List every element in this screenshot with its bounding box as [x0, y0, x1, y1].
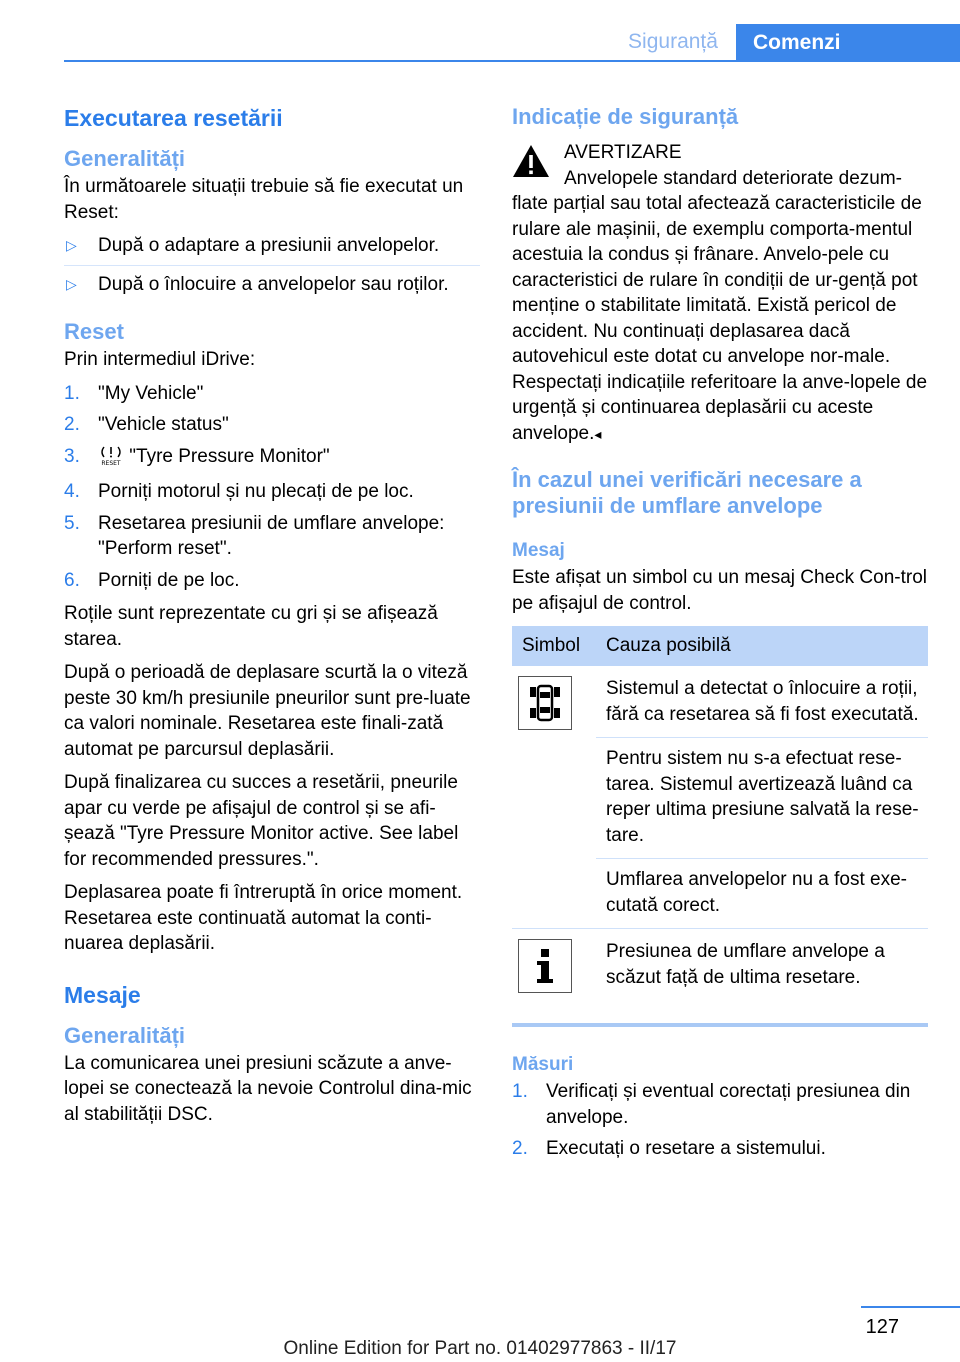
measures-list: [512, 1079, 928, 1162]
cause-cell: Umflarea anvelopelor nu a fost exe-cutată corect.: [596, 859, 928, 929]
col-header-cause: Cauza posibilă: [596, 626, 928, 666]
list-item: ▷ După o înlocuire a anvelopelor sau roților.: [64, 272, 480, 304]
paragraph: După finalizarea cu succes a resetării, pneurile apar cu verde pe afișajul de control și se afi-șează "Tyre Pressure Monitor active. See label for recommended pressures.".: [64, 772, 459, 870]
step-item: 2. "Vehicle status": [64, 414, 229, 435]
paragraph: Roțile sunt reprezentate cu gri și se afișează starea.: [64, 603, 438, 650]
edition-text: Online Edition for Part no. 01402977863 - II/17: [283, 1338, 677, 1359]
col-header-symbol: Simbol: [512, 626, 596, 666]
measures-heading: Măsuri: [512, 1054, 574, 1075]
paragraph: Deplasarea poate fi întreruptă în orice moment. Resetarea este continuată automat la conti-nuarea deplasării.: [64, 882, 463, 954]
reset-intro: Prin intermediul iDrive:: [64, 349, 256, 370]
step-item: 4. Porniți motorul și nu plecați de pe loc.: [64, 481, 414, 502]
step-item: 6. Porniți de pe loc.: [64, 569, 240, 591]
messages-heading: Mesaje: [64, 981, 141, 1008]
chapter-tab: Comenzi: [736, 24, 960, 62]
step-item: 1. Verificați și eventual corectați presiunea din anvelope.: [512, 1081, 911, 1128]
mesaj-text: Este afișat un simbol cu un mesaj Check Con-trol pe afișajul de control.: [512, 567, 928, 614]
cause-cell: Sistemul a detectat o înlocuire a roții, fără ca resetarea să fi fost executată.: [596, 666, 928, 738]
list-item: ▷ După o adaptare a presiunii anvelopelor.: [64, 233, 480, 266]
header-rule: [64, 60, 960, 62]
step-item: 5. Resetarea presiunii de umflare anvelope: "Perform reset".: [64, 512, 445, 559]
reset-steps: [64, 381, 480, 594]
paragraph: După o perioadă de deplasare scurtă la o viteză peste 30 km/h presiunile pneurilor sunt pre-luate ca valori nominale. Resetarea este finali-zată automat pe parcursul deplasării.: [64, 662, 471, 760]
general-text: În următoarele situații trebuie să fie executat un Reset:: [64, 176, 464, 223]
messages-subheading: Generalități: [64, 1022, 186, 1048]
safety-heading: Indicație de siguranță: [512, 104, 739, 129]
car-tyres-icon: [518, 676, 572, 730]
triangle-bullet-icon: ▷: [66, 237, 77, 253]
reset-heading: Reset: [64, 319, 124, 344]
step-item: 1. "My Vehicle": [64, 382, 204, 404]
general-list: [64, 233, 480, 303]
warning-label: AVERTIZARE: [564, 142, 682, 163]
table-row: [512, 666, 928, 738]
table-end-rule: [512, 1023, 928, 1027]
cause-cell: Presiunea de umflare anvelope a scăzut față de ultima resetare.: [606, 941, 885, 988]
warning-text: Anvelopele standard deteriorate dezum-flate parțial sau total afectează caracteristicile de rulare ale mașinii, de exemplu comporta-mentul acestuia la condus și frânare. Anvelo-pele cu caracteristici de rulare în condiții de ur-gență pot menține o stabilitate limitată. Există pericol de accident. Nu continuați deplasarea dacă autovehicul este dotat cu anvelope nor-male. Respectați indicațiile referitoare la anve-lopele de urgență și continuarea deplasării cu aceste anvelope.◂: [512, 167, 928, 444]
svg-text:RESET: RESET: [101, 459, 121, 466]
end-marker-icon: ◂: [594, 425, 602, 442]
tyre-reset-icon: [98, 444, 124, 474]
left-column: [64, 100, 480, 1135]
table-row: [512, 929, 928, 1025]
check-heading: În cazul unei verificări necesare a presiunii de umflare anvelope: [512, 467, 862, 518]
mesaj-heading: Mesaj: [512, 540, 565, 561]
warning-block: [512, 140, 928, 447]
info-icon: [518, 939, 572, 993]
cause-cell: Pentru sistem nu s-a efectuat rese-tarea. Sistemul avertizează luând ca reper ultima presiune salvată la rese-tare.: [596, 738, 928, 859]
footer-rule: [861, 1306, 960, 1308]
page-number: 127: [865, 1316, 899, 1338]
page-header: [0, 0, 960, 62]
general-heading: Generalități: [64, 146, 186, 171]
section-title: Executarea resetării: [64, 105, 283, 131]
warning-triangle-icon: [512, 144, 550, 178]
symbol-table: [512, 626, 928, 1024]
step-item: 2. Executați o resetare a sistemului.: [512, 1138, 826, 1159]
triangle-bullet-icon: ▷: [66, 275, 77, 292]
right-column: [512, 100, 928, 1170]
step-item: 3. RESET "Tyre Pressure Monitor": [64, 444, 480, 474]
messages-text: La comunicarea unei presiuni scăzute a anve-lopei se conectează la nevoie Controlul dina-mic al stabilității DSC.: [64, 1052, 472, 1125]
section-label: Siguranță: [628, 30, 718, 53]
